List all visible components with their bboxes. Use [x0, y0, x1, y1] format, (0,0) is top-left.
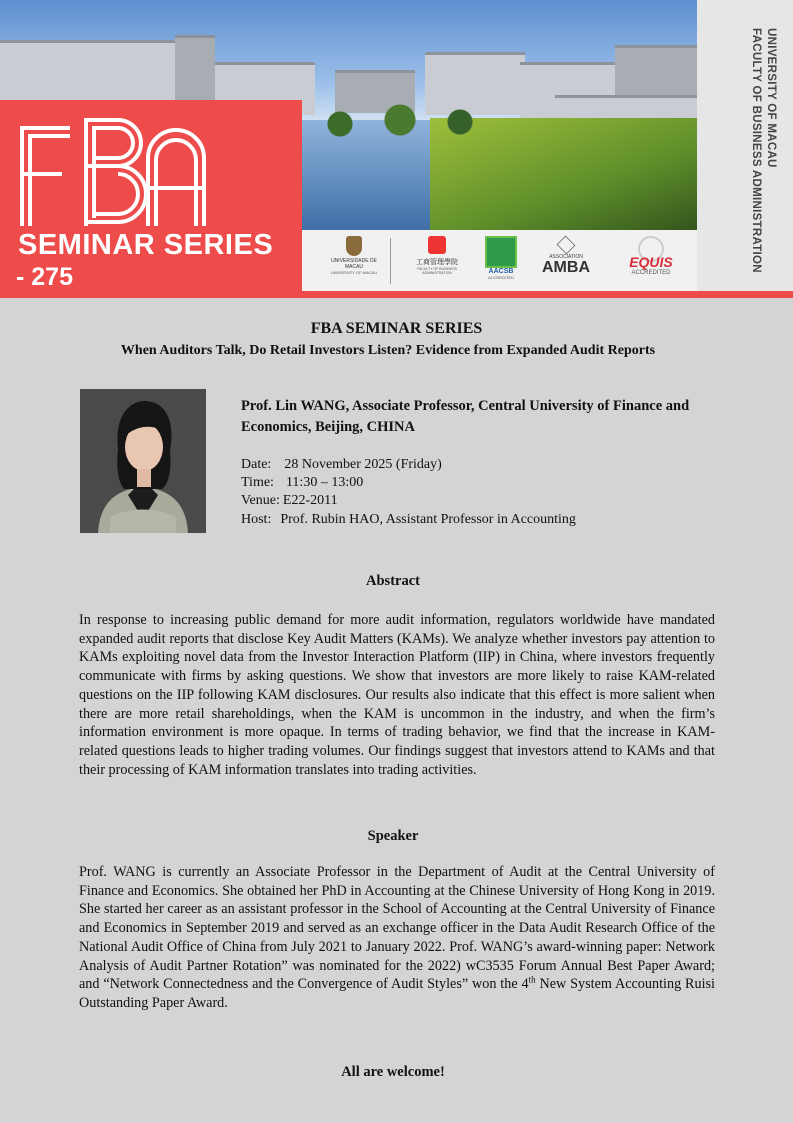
venue-value: E22-2011 [282, 493, 338, 508]
university-vertical-text [748, 28, 778, 273]
time-label: Time: [241, 475, 274, 490]
speaker-name: Prof. Lin WANG, Associate Professor, Central University of Finance and Economics, Beijing, CHINA [241, 398, 690, 435]
um-logo: UNIVERSIDADE DE MACAU UNIVERSITY OF MACAU [324, 236, 384, 275]
abstract-text: In response to increasing public demand for more audit information, regulators worldwide have mandated expanded audit reports that disclose Key Audit Matters (KAMs). We analyze whether investors pay attention to KAMs exploiting novel data from the Investor Interaction Platform (IIP) in China, where investors frequently communicate with firms by asking questions. We show that investors are more likely to raise KAM-related questions on the IIP following KAM disclosures. Our results also indicate that this effect is more salient when there are more retail shareholdings, when the KAM is uncommon in the industry, and when the firm’s information environment is more opaque. In terms of trading behavior, we find that the increase in KAM-related questions leads to higher trading volumes. Our findings suggest that investors attend to KAMs and that their processing of KAM information translates into trading activities. [79, 612, 715, 778]
speaker-photo [80, 389, 206, 533]
host-row [241, 512, 576, 528]
closing-text: All are welcome! [341, 1064, 445, 1080]
fba-logo [14, 108, 214, 228]
speaker-heading: Speaker [367, 828, 419, 844]
host-label: Host: [241, 512, 272, 527]
accreditation-logos [302, 230, 697, 292]
ordinal-suffix: th [528, 974, 536, 985]
faculty-name: FACULTY OF BUSINESS ADMINISTRATION [750, 28, 762, 273]
date-value: 28 November 2025 (Friday) [284, 457, 442, 472]
side-panel [697, 0, 793, 291]
venue-row [241, 493, 338, 509]
series-number: - 275 [16, 263, 73, 291]
host-value: Prof. Rubin HAO, Assistant Professor in Accounting [280, 512, 576, 527]
header-banner [0, 0, 793, 298]
equis-logo: EQUIS ACCREDITED [616, 236, 686, 276]
date-label: Date: [241, 457, 272, 472]
abstract-heading: Abstract [366, 573, 420, 589]
speaker-bio [79, 863, 715, 1013]
time-row [241, 475, 363, 491]
speaker-bio-text: Prof. WANG is currently an Associate Professor in the Department of Audit at the Central University of Finance and Economics. She obtained her PhD in Accounting at the Chinese University of Hong Kong in 2019. She started her career as an assistant professor in the School of Accounting at the Central University of Finance and Economics in September 2019 and served as an exchange officer in the Data Audit Research Office of the National Audit Office of China from July 2021 to January 2022. Prof. WANG’s award-winning paper: Network Analysis of Audit Partner Rotation” was nominated for the 2022) wC3535 Forum Annual Best Paper Award; and “Network Connectedness and the Convergence of Audit Styles” won the 4 [79, 864, 715, 993]
amba-logo: ASSOCIATION AMBA [538, 236, 594, 276]
seminar-title: When Auditors Talk, Do Retail Investors Listen? Evidence from Expanded Audit Reports [120, 343, 656, 358]
speaker-bio-text-end: New System Accounting Ruisi Outstanding Paper Award. [79, 976, 715, 1011]
seminar-heading: FBA SEMINAR SERIES [310, 320, 483, 337]
banner-red-strip [302, 291, 793, 298]
time-value: 11:30 – 13:00 [285, 475, 364, 490]
venue-label: Venue: [241, 493, 280, 508]
seminar-series-label: SEMINAR SERIES [18, 229, 274, 261]
university-name: UNIVERSITY OF MACAU [765, 28, 777, 168]
date-row [241, 457, 442, 473]
fba-faculty-logo: 工商管理學院 FACULTY OF BUSINESS ADMINISTRATION [402, 236, 472, 275]
aacsb-logo: AACSB ACCREDITED [484, 236, 518, 280]
